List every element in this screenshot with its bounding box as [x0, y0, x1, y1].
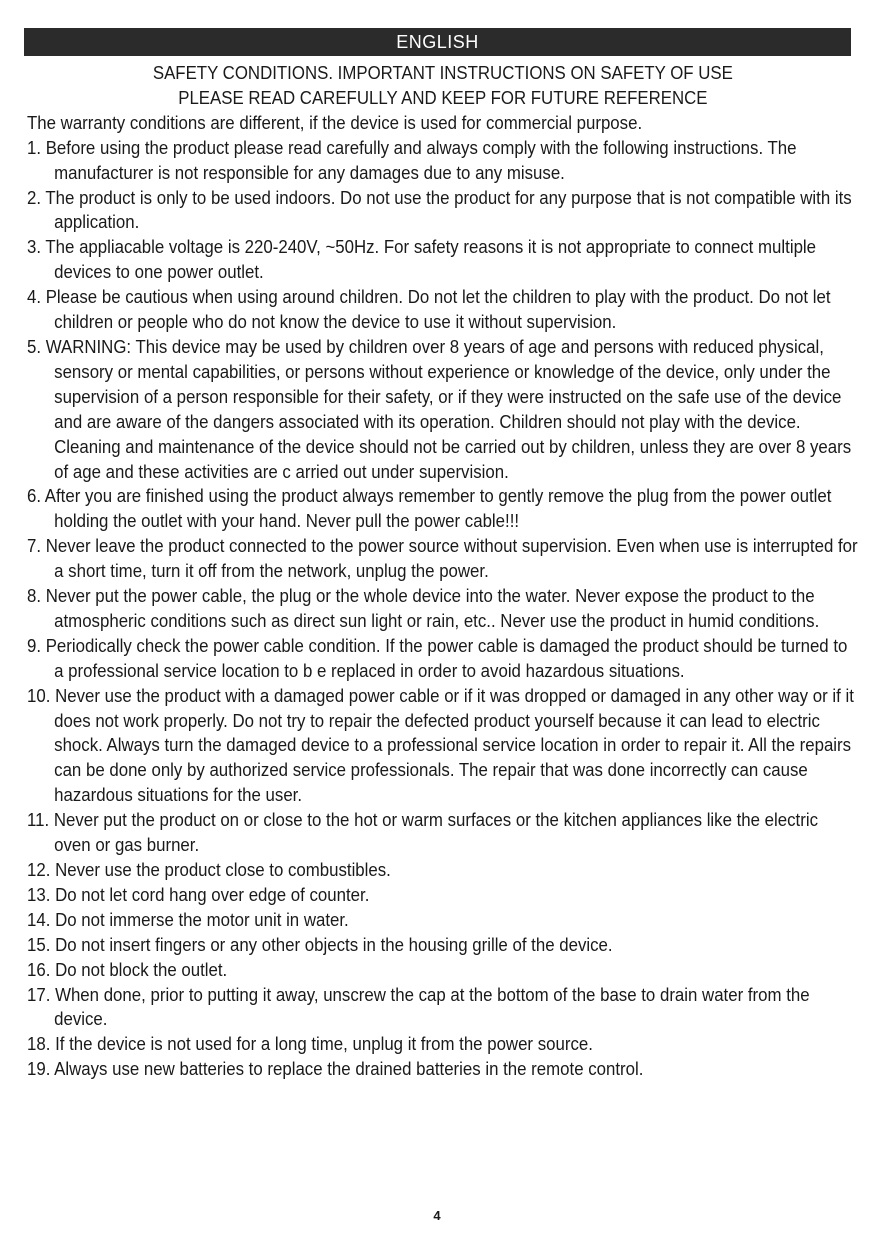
- safety-instructions: [27, 61, 859, 1082]
- title-line-2: PLEASE READ CAREFULLY AND KEEP FOR FUTURE REFERENCE: [178, 86, 708, 108]
- list-item: 10. Never use the product with a damaged power cable or if it was dropped or damaged in any other way or if it does not work properly. Do not try to repair the defected product yourself because it can lead to electric shock. Always turn the damaged device to a professional service location in order to repair it. All the repairs can be done only by authorized service professionals. The repair that was done incorrectly can cause hazardous situations for the user.: [27, 684, 854, 806]
- list-item: 1. Before using the product please read carefully and always comply with the following instructions. The manufacturer is not responsible for any damages due to any misuse.: [27, 136, 797, 183]
- list-item: 11. Never put the product on or close to the hot or warm surfaces or the kitchen appliances like the electric oven or gas burner.: [27, 809, 818, 856]
- warranty-note: The warranty conditions are different, if the device is used for commercial purpose.: [27, 111, 643, 133]
- list-item: 8. Never put the power cable, the plug or the whole device into the water. Never expose the product to the atmospheric conditions such as direct sun light or rain, etc.. Never use the product in humid conditions.: [27, 585, 820, 631]
- list-item: 16. Do not block the outlet.: [27, 958, 228, 980]
- list-item: 18. If the device is not used for a long time, unplug it from the power source.: [27, 1033, 593, 1055]
- language-label: ENGLISH: [396, 32, 479, 52]
- page-number: 4: [433, 1208, 441, 1223]
- list-item: 17. When done, prior to putting it away, unscrew the cap at the bottom of the base to drain water from the device.: [27, 983, 810, 1030]
- list-item: 4. Please be cautious when using around children. Do not let the children to play with the product. Do not let children or people who do not know the device to use it without supervision.: [27, 286, 831, 333]
- list-item: 15. Do not insert fingers or any other objects in the housing grille of the device.: [27, 933, 613, 955]
- language-header-bar: [24, 28, 851, 56]
- title-line-1: SAFETY CONDITIONS. IMPORTANT INSTRUCTIONS ON SAFETY OF USE: [152, 62, 733, 83]
- list-item: 2. The product is only to be used indoors. Do not use the product for any purpose that is not compatible with its application.: [27, 186, 852, 233]
- list-item: 5. WARNING: This device may be used by children over 8 years of age and persons with reduced physical, sensory or mental capabilities, or persons without experience or knowledge of the device, only under the supervision of a person responsible for their safety, or if they were instructed on the safe use of the device and are aware of the dangers associated with its operation. Children should not play with the device. Cleaning and maintenance of the device should not be carried out by children, unless they are over 8 years of age and these activities are c arried out under supervision.: [27, 335, 852, 482]
- list-item: 6. After you are finished using the product always remember to gently remove the plug from the power outlet holding the outlet with your hand. Never pull the power cable!!!: [27, 485, 832, 532]
- instruction-list: [27, 136, 859, 1082]
- list-item: 14. Do not immerse the motor unit in water.: [27, 908, 349, 930]
- list-item: 9. Periodically check the power cable condition. If the power cable is damaged the product should be turned to a professional service location to b e replaced in order to avoid hazardous situations.: [27, 634, 848, 681]
- list-item: 19. Always use new batteries to replace the drained batteries in the remote control.: [27, 1058, 644, 1080]
- list-item: 7. Never leave the product connected to the power source without supervision. Even when use is interrupted for a short time, turn it off from the network, unplug the power.: [27, 535, 858, 582]
- list-item: 12. Never use the product close to combustibles.: [27, 859, 391, 880]
- list-item: 13. Do not let cord hang over edge of counter.: [27, 883, 370, 905]
- list-item: 3. The appliacable voltage is 220-240V, ~50Hz. For safety reasons it is not appropriate to connect multiple devices to one power outlet.: [27, 236, 817, 283]
